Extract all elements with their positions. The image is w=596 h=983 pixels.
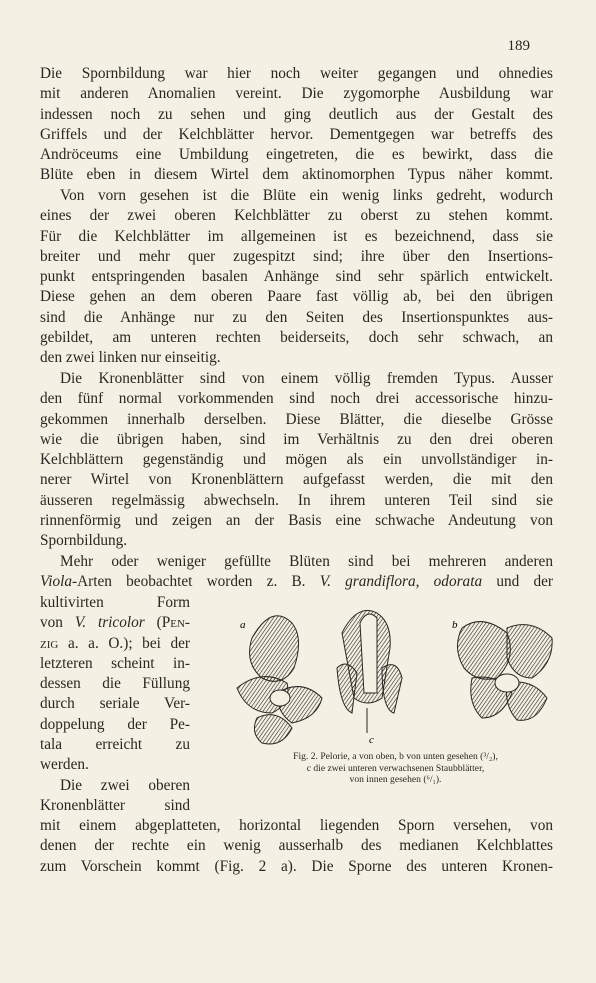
flower-illustration — [232, 598, 562, 766]
figure-caption — [228, 751, 563, 786]
narrow-column-text — [40, 593, 190, 816]
text-line: Griffels und der Kelchblätter hervor. Dementgegen war betreffs des — [40, 125, 553, 143]
text-line: nerer Wirtel von Kronenblättern aufgefasst werden, die mit den — [40, 471, 553, 489]
text-line: breiter und mehr quer zugespitzt sind; ihre über den Insertions- — [40, 247, 553, 265]
figure-label-a: a — [240, 619, 246, 631]
text-line: doppelung der Pe- — [40, 715, 190, 733]
text-line: letzteren scheint in- — [40, 654, 190, 672]
page-number: 189 — [507, 38, 530, 54]
author-name: (Pen- — [156, 614, 191, 632]
text-line — [40, 613, 190, 633]
paragraph-3 — [40, 369, 553, 552]
italic-species: V. grandiflora, odorata — [319, 573, 483, 591]
text-line: mit einem abgeplatteten, horizontal liegenden Sporn versehen, von — [40, 817, 553, 834]
text-line: Kelchblättern gegenständig und mögen als ein unvollständiger in- — [40, 451, 553, 469]
text-line: rinnenförmig und zeigen an der Basis eine schwache Andeutung von — [40, 512, 553, 530]
text-line: äusseren regelmässig abwechseln. In ihrem unteren Teil sind sie — [40, 491, 553, 509]
figure-label-c: c — [369, 734, 374, 746]
text-line: gekommen innerhalb derselben. Diese Blätter, die dieselbe Grösse — [40, 410, 553, 428]
text-line: werden. — [40, 756, 89, 774]
paragraph-1 — [40, 64, 553, 186]
text-line: Für die Kelchblätter im allgemeinen ist es bezeichnend, dass sie — [40, 227, 553, 245]
text-line: kultivirten Form — [40, 594, 190, 611]
text-line: durch seriale Ver- — [40, 695, 190, 713]
text-line: Die Spornbildung war hier noch weiter gegangen und ohnedies — [40, 65, 553, 82]
flower-a-drawing — [237, 616, 322, 744]
text-line: Diese gehen an dem oberen Paare fast völlig ab, bei den übrigen — [40, 288, 553, 306]
text-line: Die Kronenblätter sind von einem völlig fremden Typus. Ausser — [60, 370, 553, 387]
text-line: wie die übrigen haben, sind im Verhältnis zu den drei oberen — [40, 430, 553, 448]
flower-c-drawing — [337, 611, 402, 734]
text-line: den zwei linken nur einseitig. — [40, 349, 221, 367]
text-line: gebildet, am unteren rechten beiderseits, doch sehr schwach, an — [40, 329, 553, 347]
text-line — [40, 572, 553, 592]
text-line — [40, 634, 190, 654]
text-line: Von vorn gesehen ist die Blüte ein wenig links gedreht, wodurch — [60, 187, 553, 204]
caption-line: Fig. 2. Pelorie, a von oben, b von unten gesehen (³/₂), — [293, 751, 498, 762]
text-line: Andröceums eine Umbildung eingetreten, die es bewirkt, dass die — [40, 146, 553, 164]
text-line: Die zwei oberen — [60, 776, 190, 794]
text-line: Kronenblätter sind — [40, 796, 190, 814]
caption-line: von innen gesehen (⁶/₁). — [349, 774, 442, 785]
paragraph-4 — [40, 552, 553, 593]
text-line: zum Vorschein kommt (Fig. 2 a). Die Sporne des unteren Kronen- — [40, 857, 553, 875]
text-run: a. a. O.); bei der — [67, 634, 190, 652]
text-line: dessen die Füllung — [40, 675, 190, 693]
text-line: punkt entspringenden basalen Anhänge sind sehr spärlich entwickelt. — [40, 268, 553, 286]
text-run: und der — [496, 573, 553, 591]
italic-genus: Viola — [40, 573, 73, 591]
text-line: tala erreicht zu — [40, 736, 190, 754]
paragraph-2 — [40, 186, 553, 369]
text-line: Spornbildung. — [40, 532, 128, 550]
text-line: sind die Anhänge nur zu den Seiten des Insertionspunktes aus- — [40, 308, 553, 326]
text-line: den fünf normal vorkommenden sind noch drei accessorische hinzu- — [40, 390, 553, 408]
text-line: eines der zwei oberen Kelchblätter zu oberst zu stehen kommt. — [40, 207, 553, 225]
text-line: mit anderen Anomalien vereint. Die zygomorphe Ausbildung war — [40, 85, 553, 103]
text-run: von — [40, 614, 63, 632]
text-line: indessen noch zu sehen und ging deutlich aus der Gestalt des — [40, 105, 553, 123]
text-line: denen der rechte ein wenig ausserhalb des medianen Kelchblattes — [40, 837, 553, 855]
caption-line: c die zwei unteren verwachsenen Staubblätter, — [306, 762, 485, 774]
italic-species: V. tricolor — [74, 614, 145, 632]
text-line: Mehr oder weniger gefüllte Blüten sind bei mehreren anderen — [60, 553, 553, 570]
flower-b-drawing — [457, 622, 552, 721]
figure-label-b: b — [452, 619, 458, 631]
text-line: Blüte eben in diesem Wirtel dem aktinomorphen Typus näher kommt. — [40, 166, 553, 184]
paragraph-5 — [40, 816, 553, 877]
text-run: -Arten beobachtet worden z. B. — [72, 573, 306, 591]
author-name: zig — [40, 634, 59, 652]
